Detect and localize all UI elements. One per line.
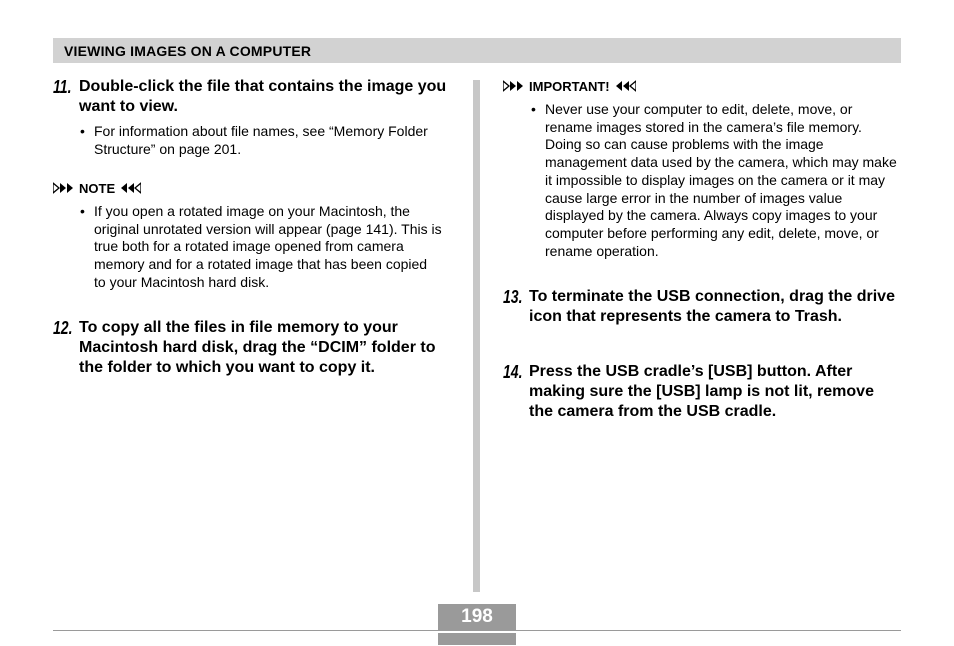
step-number: 14. xyxy=(503,362,523,382)
page-number-badge xyxy=(438,604,516,645)
note-label: NOTE xyxy=(79,180,116,196)
page-number: 198 xyxy=(461,606,493,627)
list-item xyxy=(531,101,899,260)
step-number: 11. xyxy=(53,77,72,97)
triple-left-arrow-icon xyxy=(616,80,636,92)
triple-right-arrow-icon xyxy=(503,80,523,92)
page-number-strip xyxy=(438,633,516,645)
important-bullets xyxy=(531,101,899,260)
triple-left-arrow-icon xyxy=(121,182,141,194)
step-text: Press the USB cradle’s [USB] button. After making sure the [USB] lamp is not lit, remove the camera from the USB cradle. xyxy=(529,363,874,420)
bullet-glyph: • xyxy=(80,203,85,219)
column-divider xyxy=(473,80,480,592)
bullet-glyph: • xyxy=(531,101,536,117)
section-header-bar xyxy=(53,38,901,63)
step-text: Double-click the file that contains the image you want to view. xyxy=(79,78,447,115)
step-number: 12. xyxy=(53,318,73,338)
triple-right-arrow-icon xyxy=(53,182,73,194)
bullet-glyph: • xyxy=(80,123,85,139)
note-heading xyxy=(53,180,141,196)
step-11-bullets xyxy=(80,123,440,158)
important-heading xyxy=(503,78,636,94)
note-bullets xyxy=(80,203,442,292)
list-item xyxy=(80,123,440,158)
section-title: VIEWING IMAGES ON A COMPUTER xyxy=(64,43,312,59)
bullet-text: For information about file names, see “Memory Folder Structure” on page 201. xyxy=(94,123,428,157)
bullet-text: If you open a rotated image on your Macintosh, the original unrotated version will appear (page 141). This is true both for a rotated image opened from camera memory and for a rotated image that has been copied to your Macintosh hard disk. xyxy=(94,203,442,290)
step-text: To terminate the USB connection, drag the drive icon that represents the camera to Trash. xyxy=(529,288,895,325)
bullet-text: Never use your computer to edit, delete, move, or rename images stored in the camera’s file memory. Doing so can cause problems with the image management data used by the camera, which may make it impossible to display images on the camera or it may cause large error in the number of images value displayed by the camera. Always copy images to your computer before performing any edit, delete, move, or rename operation. xyxy=(545,101,897,259)
important-label: IMPORTANT! xyxy=(529,78,610,94)
step-number: 13. xyxy=(503,287,523,307)
list-item xyxy=(80,203,442,292)
step-text: To copy all the files in file memory to your Macintosh hard disk, drag the “DCIM” folder to the folder to which you want to copy it. xyxy=(79,319,436,376)
